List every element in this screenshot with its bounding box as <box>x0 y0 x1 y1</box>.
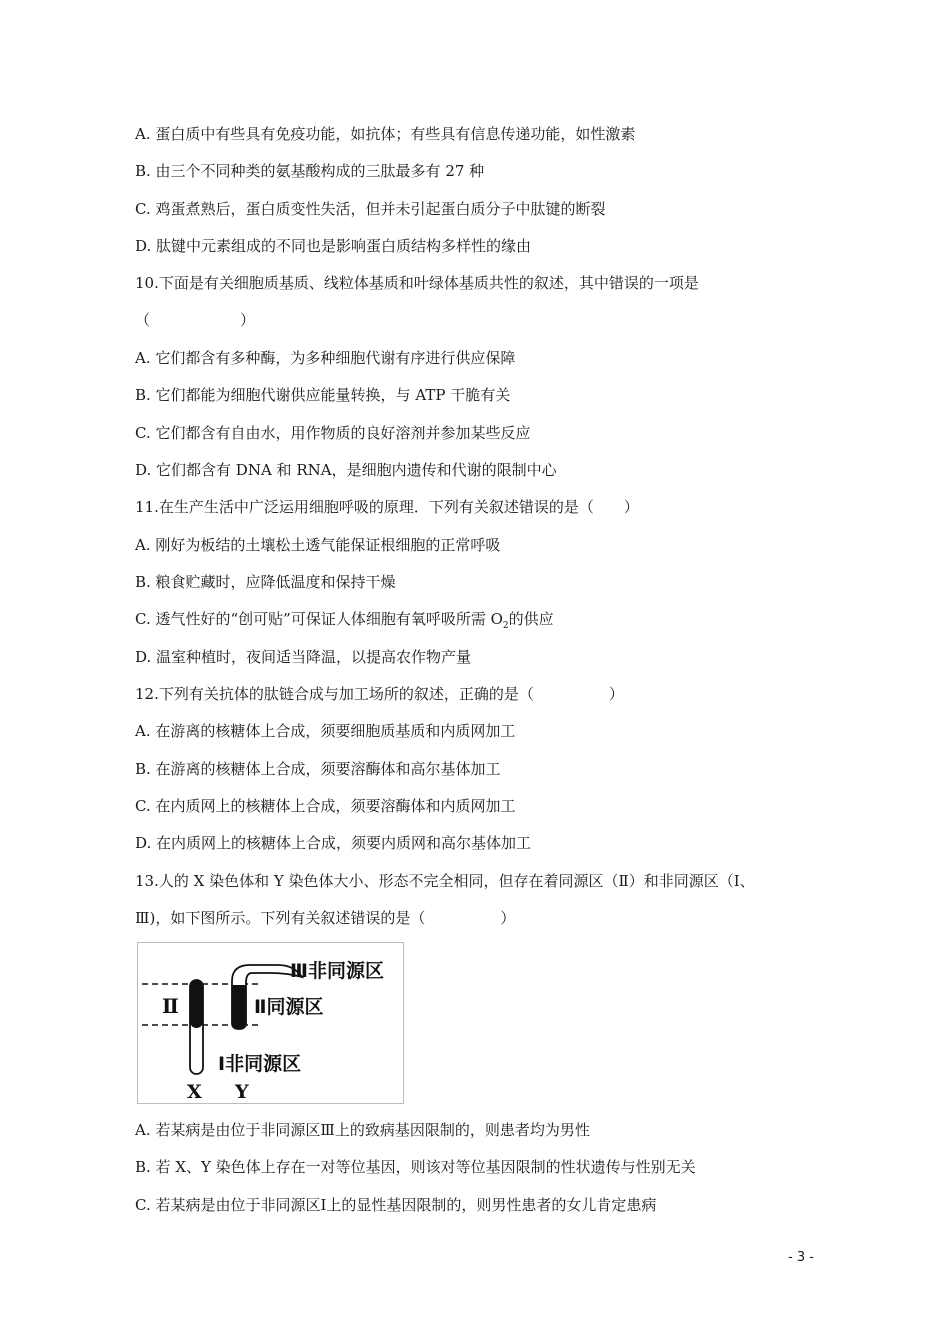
label-region-ii-left: Ⅱ <box>162 994 179 1018</box>
page-number: - 3 - <box>788 1250 814 1265</box>
q10-answer-bracket: （ ） <box>135 311 256 329</box>
q9-option-c: C. 鸡蛋煮熟后，蛋白质变性失活，但并未引起蛋白质分子中肽键的断裂 <box>135 200 606 218</box>
o2-subscript: 2 <box>502 621 509 631</box>
xy-chromosome-figure <box>137 942 404 1104</box>
q13-stem-line2: Ⅲ)，如下图所示。下列有关叙述错误的是（ ） <box>135 909 516 927</box>
x-homologous-region <box>190 980 203 1028</box>
q12-option-a: A. 在游离的核糖体上合成，须要细胞质基质和内质网加工 <box>135 722 516 740</box>
q11-option-c-tail: 的供应 <box>508 610 554 628</box>
label-x: X <box>187 1081 202 1103</box>
label-region-i: Ⅰ非同源区 <box>218 1053 302 1075</box>
q11-option-c-text: C. 透气性好的“创可贴”可保证人体细胞有氧呼吸所需 O <box>135 610 503 628</box>
q12-option-c: C. 在内质网上的核糖体上合成，须要溶酶体和内质网加工 <box>135 797 516 815</box>
q10-option-b: B. 它们都能为细胞代谢供应能量转换，与 ATP 干脆有关 <box>135 386 511 404</box>
q13-stem-line1: 13.人的 X 染色体和 Y 染色体大小、形态不完全相同，但存在着同源区（Ⅱ）和非同源区（Ⅰ、 <box>135 872 755 890</box>
q11-option-b: B. 粮食贮藏时，应降低温度和保持干燥 <box>135 573 396 591</box>
y-homologous-region <box>232 985 246 1029</box>
q9-option-d: D. 肽键中元素组成的不同也是影响蛋白质结构多样性的缘由 <box>135 237 532 255</box>
q10-stem: 10.下面是有关细胞质基质、线粒体基质和叶绿体基质共性的叙述，其中错误的一项是 <box>135 274 699 292</box>
q12-stem: 12.下列有关抗体的肽链合成与加工场所的叙述，正确的是（ ） <box>135 685 624 703</box>
q11-option-d: D. 温室种植时，夜间适当降温，以提高农作物产量 <box>135 648 472 666</box>
q10-option-a: A. 它们都含有多种酶，为多种细胞代谢有序进行供应保障 <box>135 349 516 367</box>
label-y: Y <box>235 1081 249 1103</box>
q11-option-c <box>135 609 554 636</box>
label-region-iii: Ⅲ非同源区 <box>290 960 384 982</box>
q9-option-b: B. 由三个不同种类的氨基酸构成的三肽最多有 27 种 <box>135 162 485 180</box>
q10-option-d: D. 它们都含有 DNA 和 RNA，是细胞内遗传和代谢的限制中心 <box>135 461 557 479</box>
label-region-ii-right: Ⅱ同源区 <box>254 996 324 1018</box>
q13-option-c: C. 若某病是由位于非同源区Ⅰ上的显性基因限制的，则男性患者的女儿肯定患病 <box>135 1196 657 1214</box>
q11-option-a: A. 刚好为板结的土壤松土透气能保证根细胞的正常呼吸 <box>135 536 501 554</box>
q13-option-a: A. 若某病是由位于非同源区Ⅲ上的致病基因限制的，则患者均为男性 <box>135 1121 590 1139</box>
q13-option-b: B. 若 X、Y 染色体上存在一对等位基因，则该对等位基因限制的性状遗传与性别无关 <box>135 1158 696 1176</box>
q10-option-c: C. 它们都含有自由水，用作物质的良好溶剂并参加某些反应 <box>135 424 531 442</box>
q12-option-d: D. 在内质网上的核糖体上合成，须要内质网和高尔基体加工 <box>135 834 532 852</box>
q12-option-b: B. 在游离的核糖体上合成，须要溶酶体和高尔基体加工 <box>135 760 501 778</box>
chromosome-diagram <box>138 943 403 1103</box>
q9-option-a: A. 蛋白质中有些具有免疫功能，如抗体；有些具有信息传递功能，如性激素 <box>135 125 636 143</box>
q11-stem: 11.在生产生活中广泛运用细胞呼吸的原理．下列有关叙述错误的是（ ） <box>135 498 639 516</box>
